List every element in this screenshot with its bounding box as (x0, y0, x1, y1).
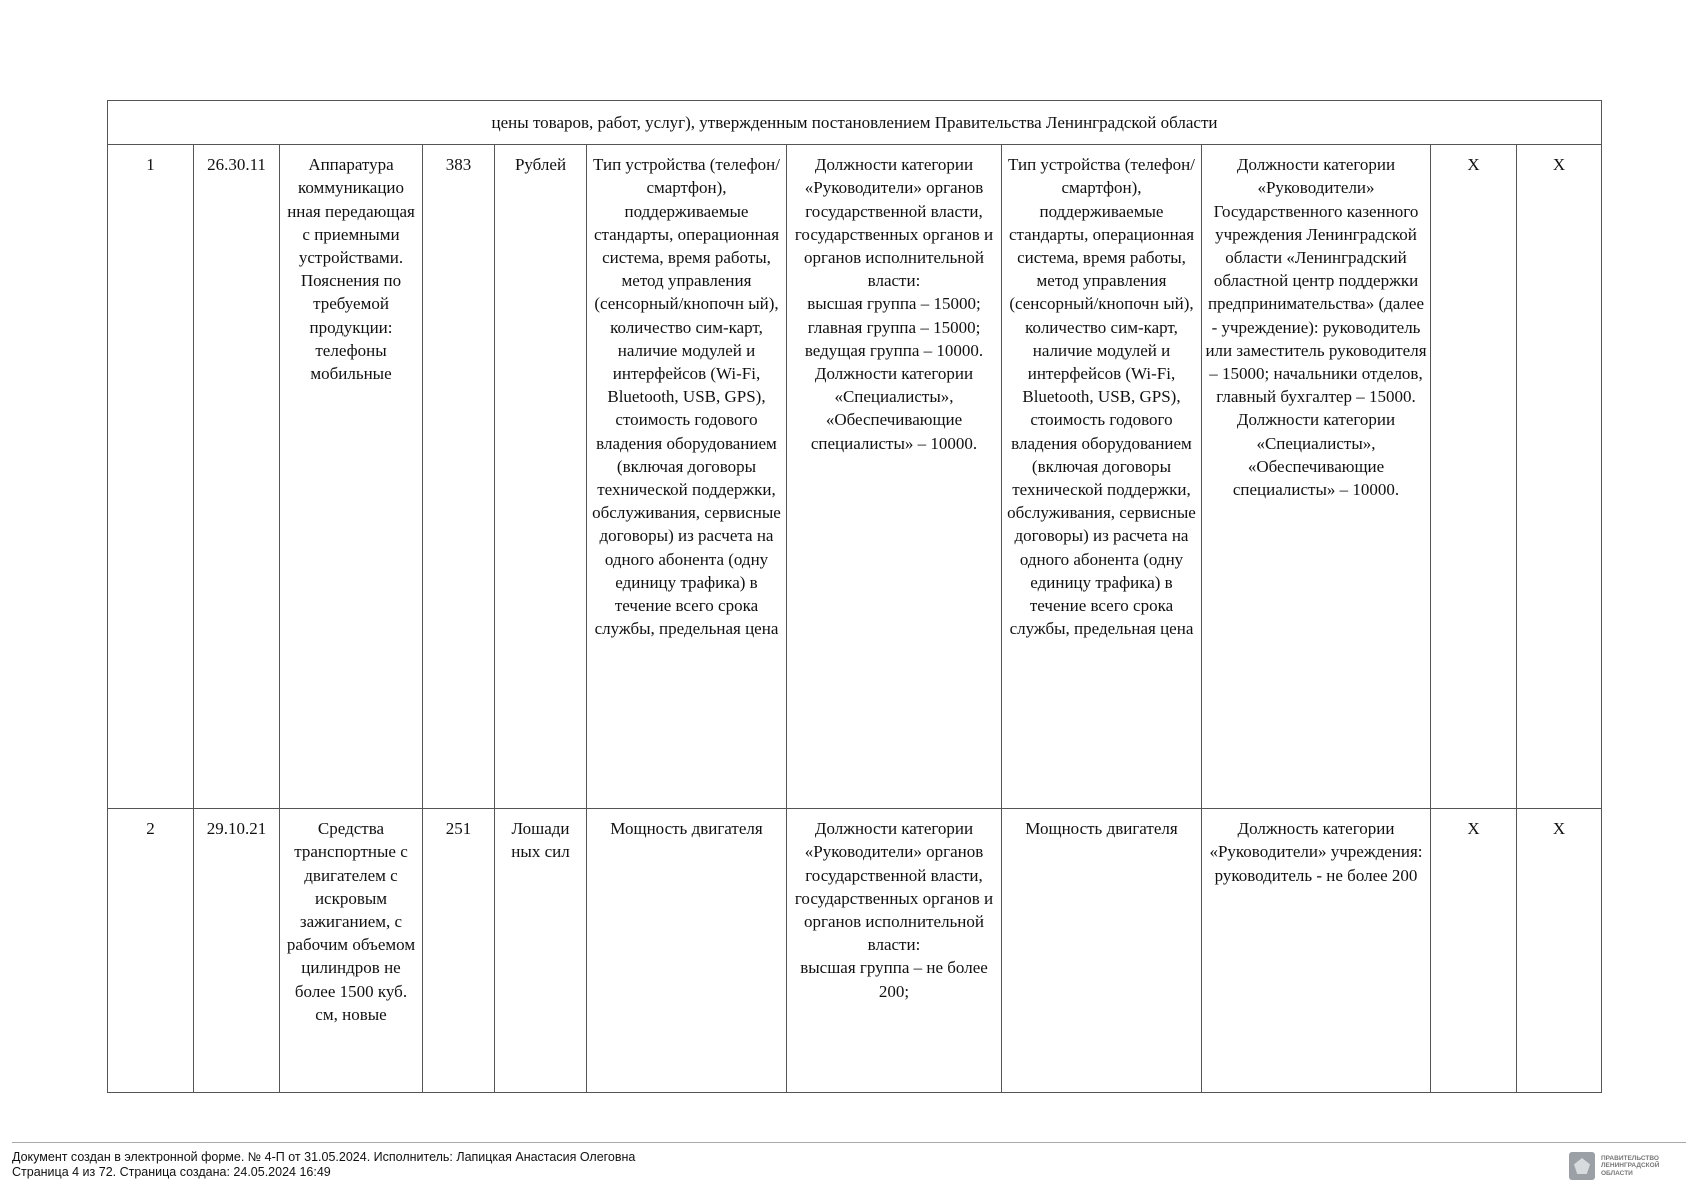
okpd-code-cell: 29.10.21 (194, 809, 280, 1093)
table-header-row (108, 101, 1602, 145)
coat-of-arms-icon (1569, 1152, 1595, 1180)
product-name-cell: Средства транспортные с двигателем с искровым зажиганием, с рабочим объемом цилиндров не более 1500 куб. см, новые (280, 809, 423, 1093)
characteristic-value-cell: Должности категории «Руководители» органов государственной власти, государственных органов и органов исполнительной власти: высшая группа – не более 200; (787, 809, 1002, 1093)
characteristic-value-cell-2: Должность категории «Руководители» учреждения: руководитель - не более 200 (1202, 809, 1431, 1093)
table-caption-cell: цены товаров, работ, услуг), утвержденным постановлением Правительства Ленинградской области (108, 101, 1602, 145)
unit-cell: Лошади ных сил (495, 809, 587, 1093)
characteristic-cell-2: Мощность двигателя (1002, 809, 1202, 1093)
okei-code-cell: 383 (423, 145, 495, 809)
document-footer (12, 1150, 635, 1180)
characteristic-value-cell-2: Должности категории «Руководители» Государственного казенного учреждения Ленинградской области «Ленинградский областной центр поддержки предпринимательства» (далее - учреждение): руководитель или заместитель руководителя – 15000; начальники отделов, главный бухгалтер – 15000. Должности категории «Специалисты», «Обеспечивающие специалисты» – 10000. (1202, 145, 1431, 809)
table-row (108, 809, 1602, 1093)
footer-divider (12, 1142, 1686, 1143)
regulation-table (107, 100, 1602, 1093)
characteristic-cell: Мощность двигателя (587, 809, 787, 1093)
x-mark-cell: X (1431, 145, 1517, 809)
okpd-code-cell: 26.30.11 (194, 145, 280, 809)
footer-document-info: Документ создан в электронной форме. № 4-П от 31.05.2024. Исполнитель: Лапицкая Анастасия Олеговна (12, 1150, 636, 1164)
characteristic-cell: Тип устройства (телефон/смартфон), поддерживаемые стандарты, операционная система, время работы, метод управления (сенсорный/кнопочн ый), количество сим-карт, наличие модулей и интерфейсов (Wi-Fi, Bluetooth, USB, GPS), стоимость годового владения оборудованием (включая договоры технической поддержки, обслуживания, сервисные договоры) из расчета на одного абонента (одну единицу трафика) в течение всего срока службы, предельная цена (587, 145, 787, 809)
unit-cell: Рублей (495, 145, 587, 809)
okei-code-cell: 251 (423, 809, 495, 1093)
x-mark-cell-2: X (1517, 145, 1602, 809)
logo-text: ПРАВИТЕЛЬСТВО ЛЕНИНГРАДСКОЙ ОБЛАСТИ (1601, 1154, 1660, 1177)
footer-page-info: Страница 4 из 72. Страница создана: 24.05.2024 16:49 (12, 1165, 331, 1179)
x-mark-cell-2: X (1517, 809, 1602, 1093)
row-number-cell: 1 (108, 145, 194, 809)
characteristic-value-cell: Должности категории «Руководители» органов государственной власти, государственных органов и органов исполнительной власти: высшая группа – 15000; главная группа – 15000; ведущая группа – 10000. Должности категории «Специалисты», «Обеспечивающие специалисты» – 10000. (787, 145, 1002, 809)
row-number-cell: 2 (108, 809, 194, 1093)
x-mark-cell: X (1431, 809, 1517, 1093)
characteristic-cell-2: Тип устройства (телефон/смартфон), поддерживаемые стандарты, операционная система, время работы, метод управления (сенсорный/кнопочн ый), количество сим-карт, наличие модулей и интерфейсов (Wi-Fi, Bluetooth, USB, GPS), стоимость годового владения оборудованием (включая договоры технической поддержки, обслуживания, сервисные договоры) из расчета на одного абонента (одну единицу трафика) в течение всего срока службы, предельная цена (1002, 145, 1202, 809)
table-row (108, 145, 1602, 809)
government-logo (1569, 1150, 1686, 1182)
product-name-cell: Аппаратура коммуникацио нная передающая с приемными устройствами. Пояснения по требуемой продукции: телефоны мобильные (280, 145, 423, 809)
